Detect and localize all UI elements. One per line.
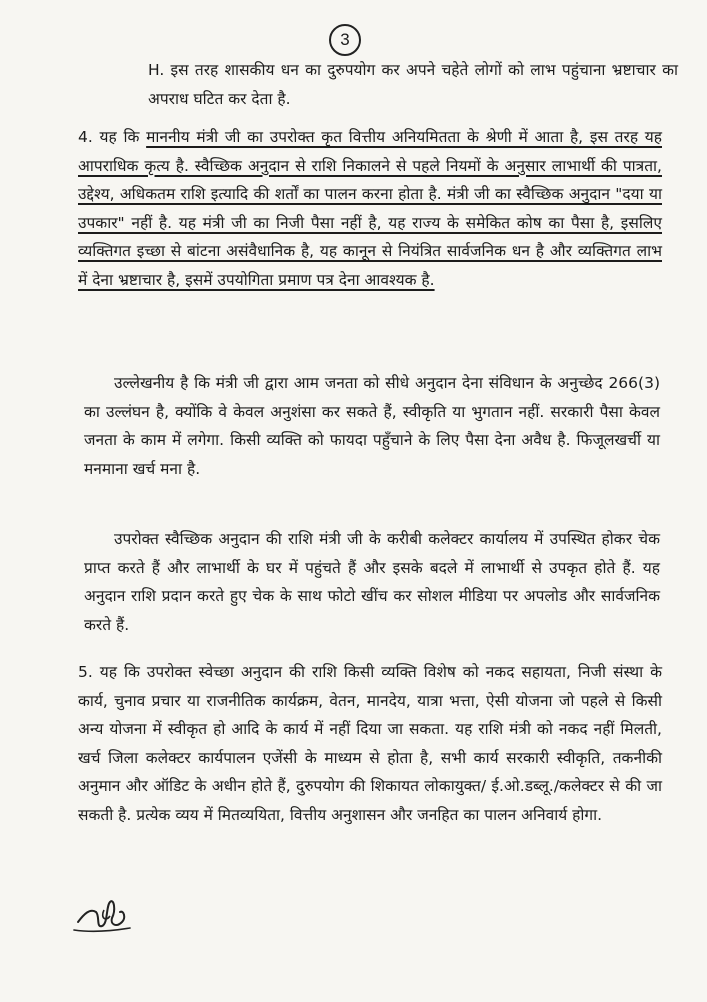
paragraph-h: H. इस तरह शासकीय धन का दुरुपयोग कर अपने चहेते लोगों को लाभ पहुंचाना भ्रष्टाचार का अपराध घटित कर देता है.: [148, 61, 678, 108]
paragraph-5: 5. यह कि उपरोक्त स्वेच्छा अनुदान की राशि किसी व्यक्ति विशेष को नकद सहायता, निजी संस्था के कार्य, चुनाव प्रचार या राजनीतिक कार्यक्रम, वेतन, मानदेय, यात्रा भत्ता, ऐसी योजना जो पहले से किसी अन्य योजना में स्वीकृत हो आदि के कार्य में नहीं दिया जा सकता. यह राशि मंत्री को नकद नहीं मिलती, खर्च जिला कलेक्टर कार्यपालन एजेंसी के माध्यम से होता है, सभी कार्य सरकारी स्वीकृति, तकनीकी अनुमान और ऑडिट के अधीन होते हैं, दुरुपयोग की शिकायत लोकायुक्त/ ई.ओ.डब्लू./कलेक्टर से की जा सकती है. प्रत्येक व्यय में मितव्ययिता, वित्तीय अनुशासन और जनहित का पालन अनिवार्य होगा.: [78, 663, 662, 824]
paragraph-grant-distribution: उपरोक्त स्वैच्छिक अनुदान की राशि मंत्री जी के करीबी कलेक्टर कार्यालय में उपस्थित होकर चेक प्राप्त करते हैं और लाभार्थी के घर में पहुंचते हैं और इसके बदले में लाभार्थी से उपकृत होते हैं. यह अनुदान राशि प्रदान करते हुए चेक के साथ फोटो खींच कर सोशल मीडिया पर अपलोड और सार्वजनिक करते हैं.: [84, 530, 660, 634]
handwritten-signature-icon: [70, 888, 140, 940]
paragraph-4-text: माननीय मंत्री जी का उपरोक्त कृत वित्तीय अनियमितता के श्रेणी में आता है, इस तरह यह आपराधिक कृत्य है. स्वैच्छिक अनुदान से राशि निकालने से पहले नियमों के अनुसार लाभार्थी की पात्रता, उद्देश्य, अधिकतम राशि इत्यादि की शर्तों का पालन करना होता है. मंत्री जी का स्वैच्छिक अनुदान "दया या उपकार" नहीं है. यह मंत्री जी का निजी पैसा नहीं है, यह राज्य के समेकित कोष का पैसा है, इसलिए व्यक्तिगत इच्छा से बांटना असंवैधानिक है, यह कानून से नियंत्रित सार्वजनिक धन है और व्यक्तिगत लाभ में देना भ्रष्टाचार है, इसमें उपयोगिता प्रमाण पत्र देना आवश्यक है.: [78, 128, 662, 289]
paragraph-4-number: 4. यह कि: [78, 128, 140, 146]
page-number: 3: [329, 24, 361, 56]
paragraph-4: [78, 123, 662, 294]
paragraph-notable: उल्लेखनीय है कि मंत्री जी द्वारा आम जनता को सीधे अनुदान देना संविधान के अनुच्छेद 266(3) का उल्लंघन है, क्योंकि वे केवल अनुशंसा कर सकते हैं, स्वीकृति या भुगतान नहीं. सरकारी पैसा केवल जनता के काम में लगेगा. किसी व्यक्ति को फायदा पहुँचाने के लिए पैसा देना अवैध है. फिजूलखर्ची या मनमाना खर्च मना है.: [84, 374, 660, 478]
